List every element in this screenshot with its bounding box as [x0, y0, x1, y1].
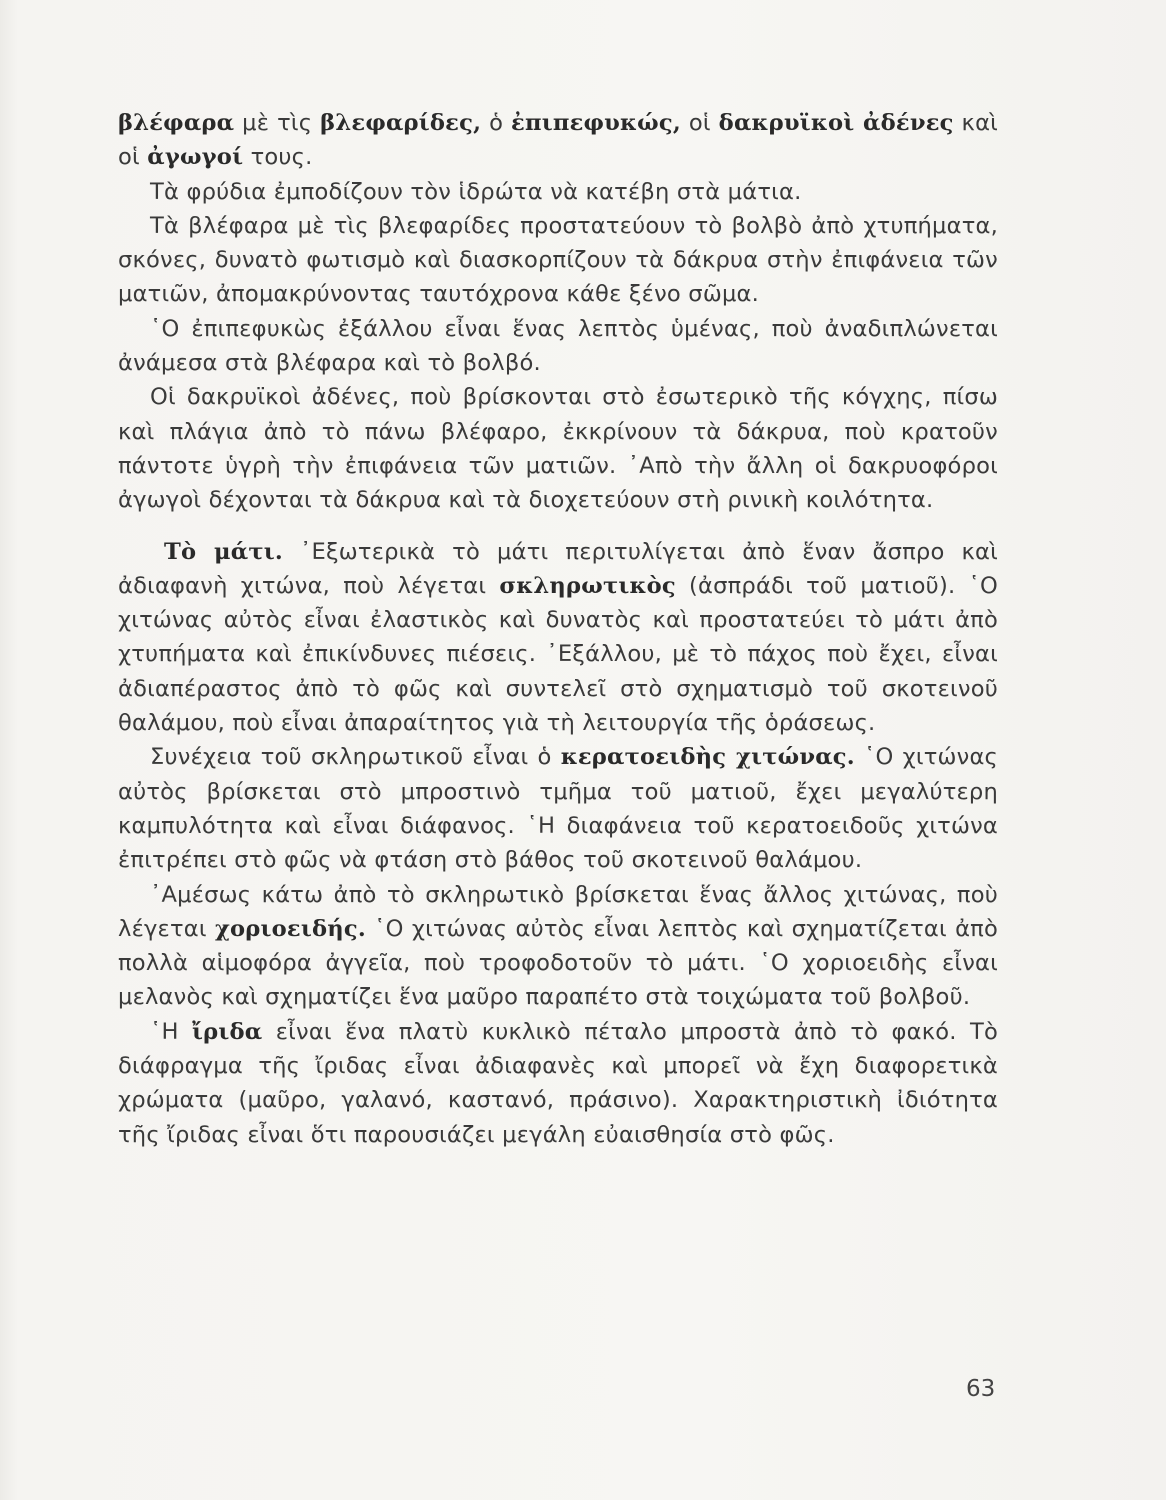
term-cornea: κερατοειδὴς χιτώνας. [560, 744, 855, 771]
page-number: 63 [966, 1376, 996, 1402]
paragraph-tear-glands: Οἱ δακρυϊκοὶ ἀδένες, ποὺ βρίσκονται στὸ ἐσωτερικὸ τῆς κόγχης, πίσω καὶ πλάγια ἀπὸ τὸ πάνω βλέφαρο, ἐκκρίνουν τὰ δάκρυα, ποὺ κρατοῦν πάντοτε ὑγρὴ τὴν ἐπιφάνεια τῶν ματιῶν. ᾿Απὸ τὴν ἄλλη οἱ δακρυοφόροι ἀγωγοὶ δέχονται τὰ δάκρυα καὶ τὰ διοχετεύουν στὴ ρινικὴ κοιλότητα. [118, 384, 998, 514]
paragraph-eyebrows: Τὰ φρύδια ἐμποδίζουν τὸν ἱδρώτα νὰ κατέβη στὰ μάτια. [150, 178, 802, 205]
term-eyelids: βλέφαρα [118, 110, 235, 136]
text-run: ῾Η [150, 1018, 193, 1045]
text-run: ᾿Αμέσως κάτω ἀπὸ τὸ σκληρωτικὸ βρίσκεται ἕνας ἄλλος χιτώνας, ποὺ λέγεται [118, 881, 998, 942]
text-run: Συνέχεια τοῦ σκληρωτικοῦ εἶναι ὁ [150, 744, 561, 771]
text-run: μὲ τὶς [234, 110, 321, 136]
text-run: τους. [243, 144, 313, 171]
text-run: εἶναι ἕνα πλατὺ κυκλικὸ πέταλο μπροστὰ ἀπὸ τὸ φακό. Τὸ διάφραγμα τῆς ἴριδας εἶναι ἀδιαφανὲς καὶ μπορεῖ νὰ ἔχη διαφορετικὰ χρώματα (μαῦρο, γαλανό, καστανό, πράσινο). Χαρακτηριστικὴ ἰδιότητα τῆς ἴριδας εἶναι ὅτι παρουσιάζει μεγάλη εὐαισθησία στὸ φῶς. [118, 1018, 998, 1148]
body-text [118, 106, 998, 1152]
paragraph-iris [118, 1015, 998, 1152]
term-conjunctiva: ἐπιπεφυκώς, [511, 110, 681, 136]
text-run: ῾Ο χιτώνας αὐτὸς βρίσκεται στὸ μπροστινὸ τμῆμα τοῦ ματιοῦ, ἔχει μεγαλύτερη καμπυλότητα καὶ εἶναι διάφανος. ῾Η διαφάνεια τοῦ κερατοειδοῦς χιτώνα ἐπιτρέπει στὸ φῶς νὰ φτάση στὸ βάθος τοῦ σκοτεινοῦ θαλάμου. [118, 744, 998, 874]
paragraph-the-eye [118, 535, 998, 741]
text-run: ῾Ο χιτώνας αὐτὸς εἶναι λεπτὸς καὶ σχηματίζεται ἀπὸ πολλὰ αἱμοφόρα ἀγγεῖα, ποὺ τροφοδοτοῦν τὸ μάτι. ῾Ο χοριοειδὴς εἶναι μελανὸς καὶ σχηματίζει ἕνα μαῦρο παραπέτο στὰ τοιχώματα τοῦ βολβοῦ. [118, 915, 999, 1011]
paragraph-conjunctiva: ῾Ο ἐπιπεφυκὼς ἐξάλλου εἶναι ἕνας λεπτὸς ὑμένας, ποὺ ἀναδιπλώνεται ἀνάμεσα στὰ βλέφαρα καὶ τὸ βολβό. [118, 315, 998, 377]
section-heading: Τὸ μάτι. [164, 538, 283, 565]
term-iris: ἴριδα [192, 1018, 263, 1045]
text-run: ᾿Εξωτερικὰ τὸ μάτι περιτυλίγεται ἀπὸ ἕναν ἄσπρο καὶ ἀδιαφανὴ χιτώνα, ποὺ λέγεται [118, 538, 998, 599]
paragraph-cornea [118, 740, 998, 877]
text-run: ὁ [481, 110, 512, 136]
paragraph-continuation [118, 106, 998, 175]
paragraph-choroid [118, 878, 998, 1015]
paragraph-eyelids: Τὰ βλέφαρα μὲ τὶς βλεφαρίδες προστατεύουν τὸ βολβὸ ἀπὸ χτυπήματα, σκόνες, δυνατὸ φωτισμὸ καὶ διασκορπίζουν τὰ δάκρυα στὴν ἐπιφάνεια τῶν ματιῶν, ἀπομακρύνοντας ταυτόχρονα κάθε ξένο σῶμα. [118, 212, 998, 308]
term-sclera: σκληρωτικὸς [499, 572, 676, 599]
term-eyelashes: βλεφαρίδες, [320, 110, 482, 136]
term-ducts: ἀγωγοί [147, 144, 244, 171]
text-run: (ἀσπράδι τοῦ ματιοῦ). ῾Ο χιτώνας αὐτὸς εἶναι ἐλαστικὸς καὶ δυνατὸς καὶ προστατεύει τὸ μάτι ἀπὸ χτυπήματα καὶ ἐπικίνδυνες πιέσεις. ᾿Εξάλλου, μὲ τὸ πάχος ποὺ ἔχει, εἶναι ἀδιαπέραστος ἀπὸ τὸ φῶς καὶ συντελεῖ στὸ σχηματισμὸ τοῦ σκοτεινοῦ θαλάμου, ποὺ εἶναι ἀπαραίτητος γιὰ τὴ λειτουργία τῆς ὁράσεως. [118, 572, 998, 737]
term-tear-glands: δακρυϊκοὶ ἀδένες [718, 110, 954, 136]
term-choroid: χοριοειδής. [214, 915, 366, 942]
text-run: καὶ οἱ [118, 110, 999, 171]
text-run: οἱ [680, 110, 719, 136]
